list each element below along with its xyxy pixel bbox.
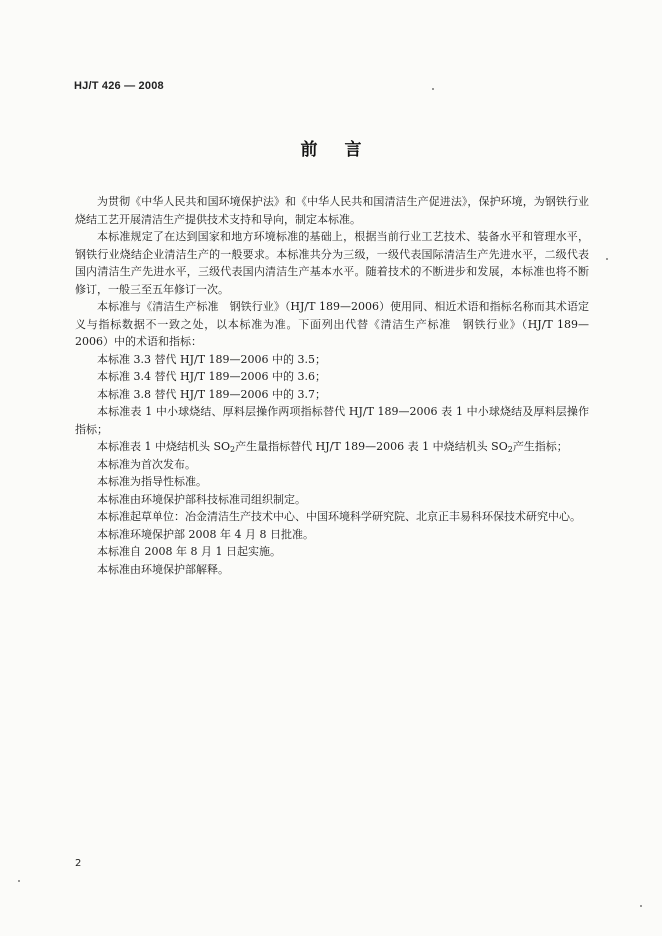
paragraph-replace-3-3: 本标准 3.3 替代 HJ/T 189—2006 中的 3.5； <box>97 352 327 366</box>
paragraph-effective-date: 本标准自 2008 年 8 月 1 日起实施。 <box>97 545 281 558</box>
paragraph-replacement-intro: 本标准与《清洁生产标准 钢铁行业》（HJ/T 189—2006）使用同、相近术语和指标名称而其术语定义与指标数据不一致之处，以本标准为准。下面列出代替《清洁生产标准 钢铁行业》（HJ/T 189—2006）中的术语和指标： <box>75 300 589 348</box>
scan-speck <box>640 905 642 907</box>
scan-speck <box>432 88 434 90</box>
so2-text-part1: 本标准表 1 中烧结机头 SO <box>97 440 231 453</box>
paragraph-replace-table-pellet: 本标准表 1 中小球烧结、厚料层操作两项指标替代 HJ/T 189—2006 表 1 中小球烧结及厚料层操作指标； <box>75 405 589 436</box>
so2-subscript: 2 <box>230 445 236 454</box>
paragraph-drafting-units: 本标准起草单位：冶金清洁生产技术中心、中国环境科学研究院、北京正丰易科环保技术研究中心。 <box>97 510 581 523</box>
paragraph-replace-table-so2 <box>75 438 589 456</box>
paragraph-organizer: 本标准由环境保护部科技标准司组织制定。 <box>97 492 306 506</box>
page-number: 2 <box>75 858 82 869</box>
paragraph-approval-date: 本标准环境保护部 2008 年 4 月 8 日批准。 <box>97 527 314 541</box>
scan-speck <box>606 258 608 260</box>
paragraph-replace-3-8: 本标准 3.8 替代 HJ/T 189—2006 中的 3.7； <box>97 387 327 401</box>
paragraph-scope: 本标准规定了在达到国家和地方环境标准的基础上，根据当前行业工艺技术、装备水平和管理水平，钢铁行业烧结企业清洁生产的一般要求。本标准共分为三级，一级代表国际清洁生产先进水平，二级代表国内清洁生产先进水平，三级代表国内清洁生产基本水平。随着技术的不断进步和发展，本标准也将不断修订，一般三至五年修订一次。 <box>75 230 589 296</box>
paragraph-purpose: 为贯彻《中华人民共和国环境保护法》和《中华人民共和国清洁生产促进法》，保护环境，为钢铁行业烧结工艺开展清洁生产提供技术支持和导向，制定本标准。 <box>75 195 589 226</box>
preface-body <box>75 193 589 578</box>
so2-subscript: 2 <box>507 445 513 454</box>
paragraph-guiding-standard: 本标准为指导性标准。 <box>97 475 207 488</box>
paragraph-interpretation: 本标准由环境保护部解释。 <box>97 562 229 576</box>
page-title: 前言 <box>300 140 389 160</box>
scan-speck <box>18 880 20 882</box>
so2-text-part3: 产生指标； <box>512 440 568 453</box>
paragraph-first-release: 本标准为首次发布。 <box>97 457 196 471</box>
document-code: HJ/T 426 — 2008 <box>74 80 164 92</box>
paragraph-replace-3-4: 本标准 3.4 替代 HJ/T 189—2006 中的 3.6； <box>97 370 327 383</box>
so2-text-part2: 产生量指标替代 HJ/T 189—2006 表 1 中烧结机头 SO <box>235 440 508 453</box>
